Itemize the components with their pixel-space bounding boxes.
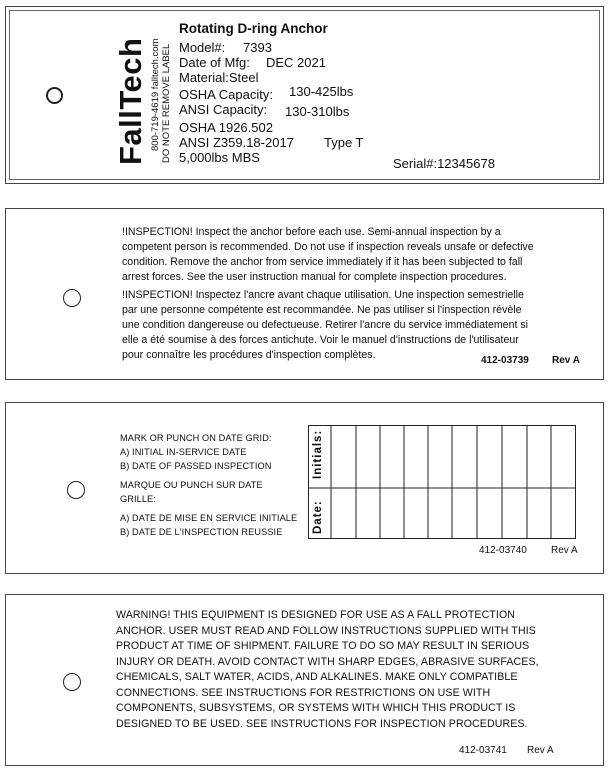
text-line: !INSPECTION! Inspectez l'ancre avant chaque utilisation. Une inspection semestrielle [122,289,524,301]
mbs-rating: 5,000lbs MBS [179,150,260,165]
osha-capacity-label: OSHA Capacity: [179,87,273,102]
date-grid[interactable] [308,425,576,539]
model-label: Model#: [179,40,226,55]
phone-website: 800-719-4619 falltech.com [150,38,161,151]
ansi-capacity-label: ANSI Capacity: [179,102,268,117]
grid-instruction-fr: B) DATE DE L'INSPECTION REUSSIE [120,527,283,537]
text-line: DESIGNED TO BE USED. SEE INSTRUCTIONS FOR INSPECTION PROCEDURES. [116,717,528,730]
inspection-english [122,225,574,285]
grid-instruction-en: A) INITIAL IN-SERVICE DATE [120,447,247,457]
initials-label: Initials: [312,429,324,479]
tag-hole-icon [63,289,81,307]
grid-instruction-fr: A) DATE DE MISE EN SERVICE INITIALE [120,513,298,523]
date-grid-lines [309,426,575,538]
do-not-remove-notice: DO NOTE REMOVE LABEL [161,43,172,163]
text-line: elle a été soumise à des forces antichute. Voir le manuel d'instructions de l'utilisateur [122,334,519,346]
brand-logo: FallTech [113,37,148,165]
serial-number: Serial#:12345678 [393,156,495,171]
tag-hole-icon [46,87,63,104]
anchor-type: Type T [324,135,364,150]
text-line: WARNING! THIS EQUIPMENT IS DESIGNED FOR USE AS A FALL PROTECTION [116,609,516,621]
grid-instruction-en: B) DATE OF PASSED INSPECTION [120,461,272,471]
product-title: Rotating D-ring Anchor [179,21,328,36]
tag-hole-icon [67,481,85,499]
tag-hole-icon [63,673,81,691]
warning-tag [5,594,604,766]
warning-text [116,608,576,732]
text-line: !INSPECTION! Inspect the anchor before each use. Semi-annual inspection by a [122,226,501,238]
part-code: 412-03739 [481,355,529,366]
inspection-tag [5,208,604,380]
ansi-standard: ANSI Z359.18-2017 [179,135,294,150]
revision: Rev A [552,355,580,366]
text-line: CONNECTIONS. SEE INSTRUCTIONS FOR RESTRICTIONS ON USE WITH [116,686,491,699]
grid-instruction-en: MARK OR PUNCH ON DATE GRID: [120,433,272,443]
ansi-capacity-value: 130-310lbs [285,104,350,119]
date-of-mfg-label: Date of Mfg: [179,55,250,70]
text-line: condition. Remove the anchor from service immediately if it has been subjected to fall [122,256,523,268]
part-code: 412-03741 [459,745,507,756]
grid-instruction-fr: MARQUE OU PUNCH SUR DATE [120,480,263,490]
date-grid-tag [5,402,604,574]
text-line: par une personne compétente est recommandée. Ne pas utiliser si l'inspection révèle [122,304,522,316]
date-of-mfg-value: DEC 2021 [266,55,326,70]
osha-capacity-value: 130-425lbs [289,84,354,99]
material: Material:Steel [179,70,259,85]
text-line: pour connaître les procédures d'inspection complètes. [122,349,376,361]
text-line: ANCHOR. USER MUST READ AND FOLLOW INSTRUCTIONS SUPPLIED WITH THIS [116,624,536,637]
text-line: competent person is recommended. Do not use if inspection reveals unsafe or defective [122,241,534,253]
osha-standard: OSHA 1926.502 [179,120,273,135]
model-value: 7393 [243,40,272,55]
text-line: PRODUCT AT TIME OF SHIPMENT. FAILURE TO DO SO MAY RESULT IN SERIOUS [116,640,530,652]
inspection-french [122,288,574,363]
text-line: arrest forces. See the user instruction manual for complete inspection procedures. [122,271,507,283]
text-line: INJURY OR DEATH. AVOID CONTACT WITH SHARP EDGES, ABRASIVE SURFACES, [116,655,539,668]
text-line: une condition dangereuse ou defectueuse. Retirer l'ancre du service immédiatement si [122,319,528,331]
text-line: CHEMICALS, SALT WATER, ACIDS, AND ALKALINES. MAKE ONLY COMPATIBLE [116,671,518,683]
date-label: Date: [312,500,324,534]
product-id-tag [5,6,604,184]
part-code: 412-03740 [479,545,527,556]
text-line: COMPONENTS, SUBSYSTEMS, OR SYSTEMS WITH WHICH THIS PRODUCT IS [116,702,516,714]
revision: Rev A [527,745,554,756]
grid-instruction-fr: GRILLE: [120,494,156,504]
revision: Rev A [551,545,578,556]
